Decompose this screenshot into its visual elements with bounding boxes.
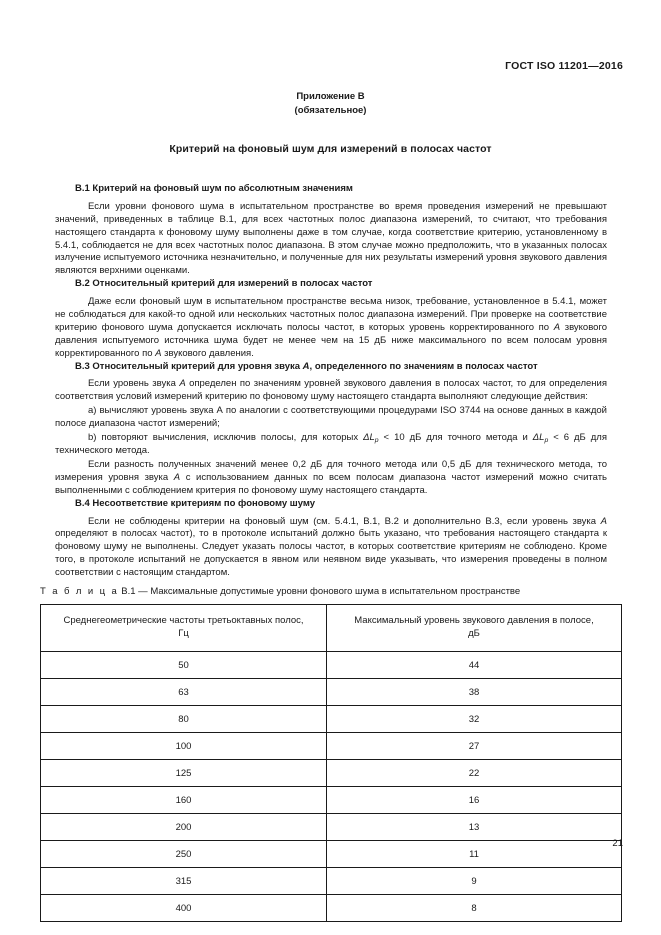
b2-text-part2: звукового давления испытуемого источника шума будет не менее чем на 15 дБ ниже максимального по всем полосам уровня корректированного по (55, 321, 607, 359)
table-header-frequency-unit: Гц (178, 628, 189, 639)
section-heading-b3 (55, 361, 607, 374)
b3-delta-lp-2 (533, 432, 548, 443)
table-header-level-line1: Максимальный уровень звукового давления в полосе, (354, 615, 594, 627)
section-b4-paragraph (55, 516, 607, 581)
table-row (41, 679, 622, 706)
table-row (41, 787, 622, 814)
table-header-level (327, 605, 622, 652)
b4-text-part2: определяют в полосах частот), то в протоколе испытаний должно быть указано, что требования настоящего стандарта к фоновому шуму не выполнены. Следует указать полосы частот, в которых соответствие критериям не соблюдено. Кроме того, в протоколе испытаний не допускается в явном или неявном виде указывать, что измерения проведены в полном соответствии с настоящим стандартом. (55, 528, 607, 579)
table-header-frequency (41, 605, 327, 652)
b3-item-b-part3: < 6 дБ для технического метода. (55, 432, 607, 457)
section-heading-b4: В.4 Несоответствие критериям по фоновому шуму (75, 497, 316, 509)
cell-frequency: 400 (41, 895, 327, 922)
b2-text-part3: звукового давления. (161, 347, 254, 359)
table-caption-label: Т а б л и ц а (40, 586, 119, 597)
table-row (41, 652, 622, 679)
cell-level: 27 (327, 733, 622, 760)
table-caption-number: В.1 — (118, 586, 151, 597)
cell-frequency: 63 (41, 679, 327, 706)
section-heading-b1: В.1 Критерий на фоновый шум по абсолютным значениям (75, 183, 353, 194)
cell-frequency: 250 (41, 841, 327, 868)
section-b3-list-item-a: а) вычисляют уровень звука А по аналогии с соответствующими процедурами ISO 3744 на основе данных в каждой полосе диапазона частот измерений; (55, 405, 607, 430)
b3-text-part2: определен по значениям уровней звукового давления в полосах частот, то для определения соответствия условий измерений критерию по фоновому шуму настоящего стандарта выполняют следующие действия: (55, 378, 607, 403)
table-row (41, 760, 622, 787)
table-row (41, 841, 622, 868)
b3-text-part1: Если уровень звука (88, 378, 180, 390)
b3-item-b-part2: < 10 дБ для точного метода и (378, 432, 533, 444)
cell-frequency: 160 (41, 787, 327, 814)
b3-p2-part1: Если разность полученных значений менее 0,2 дБ для точного метода или 0,5 дБ для технического метода, то измерения уровня звука (55, 459, 607, 483)
b3-item-b-part1: b) повторяют вычисления, исключив полосы, для которых (88, 432, 364, 444)
b3-heading-symbol-a: A (302, 360, 310, 372)
section-b3-list-item-b (55, 432, 607, 458)
background-noise-levels-table (40, 604, 622, 922)
cell-level: 32 (327, 706, 622, 733)
cell-level: 8 (327, 895, 622, 922)
b3-symbol-a-1: A (179, 378, 186, 390)
table-row (41, 868, 622, 895)
running-head: ГОСТ ISO 11201—2016 (505, 60, 623, 72)
table-header-level-unit: дБ (468, 628, 480, 639)
table-row (41, 733, 622, 760)
b3-delta-l-symbol-2: ΔL (532, 432, 545, 444)
b3-delta-lp-1 (363, 432, 378, 443)
table-row (41, 895, 622, 922)
section-heading-b2: В.2 Относительный критерий для измерений в полосах частот (75, 278, 373, 290)
b3-heading-part2: , определенного по значениям в полосах частот (309, 360, 538, 372)
b3-heading-part1: В.3 Относительный критерий для уровня звука (75, 360, 303, 372)
body-text-column (55, 183, 607, 580)
annex-subtitle: (обязательное) (294, 104, 367, 116)
cell-frequency: 80 (41, 706, 327, 733)
annex-heading (0, 90, 661, 118)
b2-text-part1: Даже если фоновый шум в испытательном пространстве весьма низок, требование, установленное в 5.4.1, может не соблюдаться для какой-то одной или нескольких частотных полос диапазона измерений. При проверке на соответствие критерию фонового шума допускается исключать полосы частот, в которых уровень корректированного по (55, 296, 607, 333)
cell-frequency: 50 (41, 652, 327, 679)
table-header-row (41, 605, 622, 652)
b3-p2-part2: с использованием данных по всем полосам диапазона частот измерений можно считать выполненными с соблюдением критерия по фоновому шуму настоящего стандарта. (55, 471, 607, 496)
table-header-frequency-line1: Среднегеометрические частоты третьоктавных полос, (63, 615, 304, 627)
b4-symbol-a: A (600, 515, 607, 527)
b3-symbol-a-2: A (173, 471, 181, 483)
b3-subscript-p-2: p (544, 436, 549, 444)
cell-level: 13 (327, 814, 622, 841)
page-title: Критерий на фоновый шум для измерений в полосах частот (169, 143, 492, 155)
cell-level: 44 (327, 652, 622, 679)
table-row (41, 706, 622, 733)
cell-level: 11 (327, 841, 622, 868)
section-b3-paragraph-2 (55, 459, 607, 498)
cell-level: 38 (327, 679, 622, 706)
section-b1-paragraph: Если уровни фонового шума в испытательном пространстве во время проведения измерений не превышают значений, приведенных в таблице В.1, для всех частотных полос диапазона измерений, то считают, что требования настоящего стандарта к фоновому шуму выполнены даже в том случае, когда соответствие критерию, установленному в 5.4.1, соблюдается не для всех частотных полос диапазона. В этом случае можно предположить, что в указанных полосах излучение испытуемого источника незначительно, и полученные для них результаты измерений уровня звукового давления являются верхними оценками. (55, 200, 607, 277)
cell-level: 16 (327, 787, 622, 814)
table-caption-text: Максимальные допустимые уровни фонового шума в испытательном пространстве (150, 586, 521, 597)
cell-level: 22 (327, 760, 622, 787)
cell-frequency: 125 (41, 760, 327, 787)
b2-symbol-a-1: A (553, 321, 561, 333)
section-b3-paragraph-1 (55, 378, 607, 404)
cell-frequency: 315 (41, 868, 327, 895)
cell-frequency: 100 (41, 733, 327, 760)
b3-subscript-p-1: p (374, 436, 379, 444)
annex-title: Приложение В (296, 91, 365, 102)
b4-text-part1: Если не соблюдены критерии на фоновый шум (см. 5.4.1, В.1, В.2 и дополнительно В.3, если уровень звука (88, 515, 601, 527)
page-number: 21 (612, 838, 623, 849)
table-caption (40, 586, 520, 598)
cell-level: 9 (327, 868, 622, 895)
table-row (41, 814, 622, 841)
section-b2-paragraph (55, 296, 607, 361)
b2-symbol-a-2: A (155, 347, 162, 359)
cell-frequency: 200 (41, 814, 327, 841)
b3-delta-l-symbol-1: ΔL (363, 432, 375, 444)
